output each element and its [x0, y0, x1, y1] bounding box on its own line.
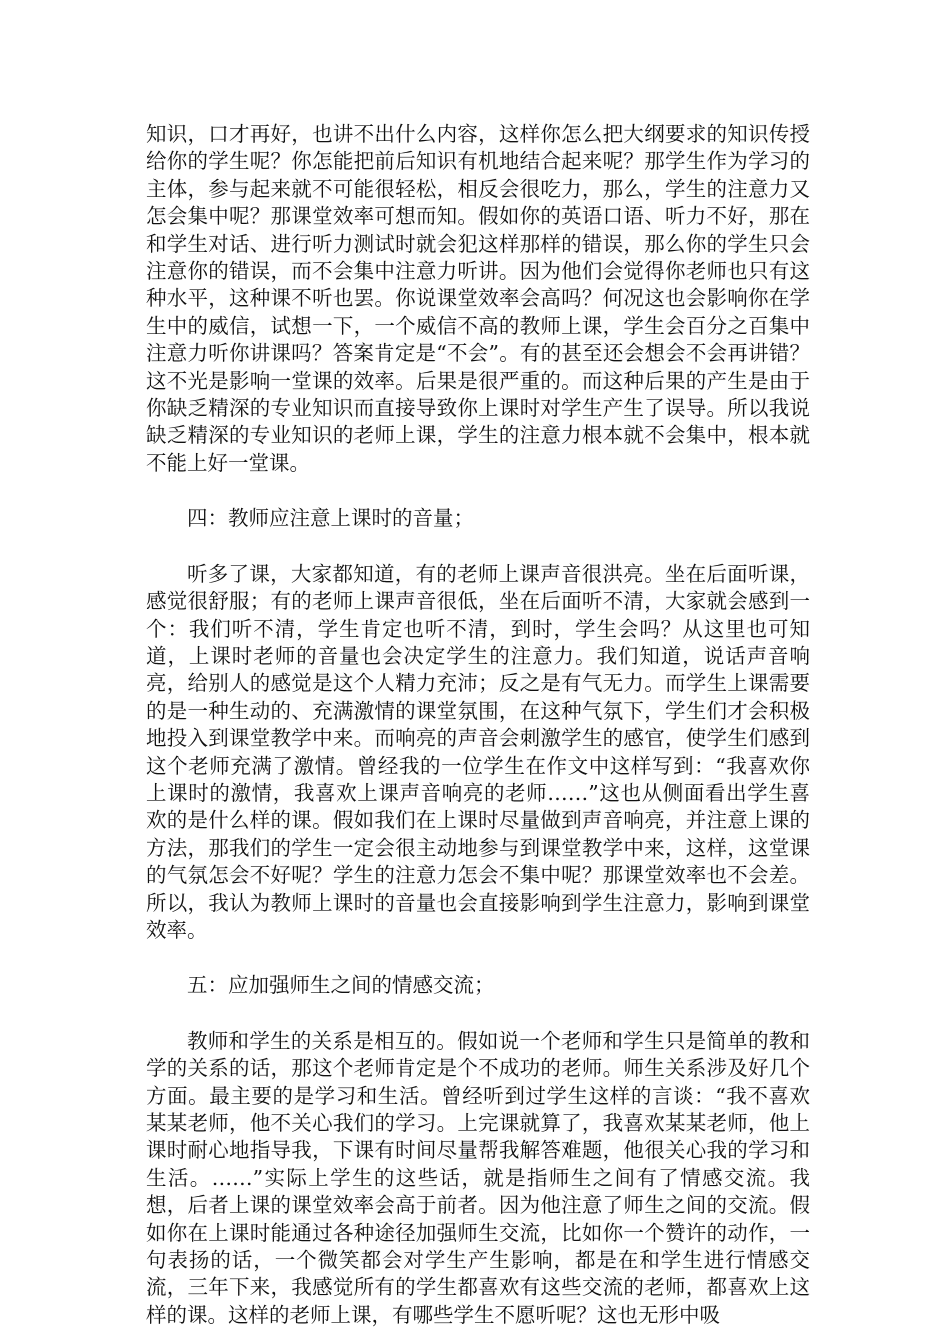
- body-paragraph-1: 知识，口才再好，也讲不出什么内容，这样你怎么把大纲要求的知识传授给你的学生呢？你怎能把前后知识有机地结合起来呢？那学生作为学习的主体，参与起来就不可能很轻松，相反会很吃力，那么，学生的注意力又怎会集中呢？那课堂效率可想而知。假如你的英语口语、听力不好，那在和学生对话、进行听力测试时就会犯这样那样的错误，那么你的学生只会注意你的错误，而不会集中注意力听讲。因为他们会觉得你老师也只有这种水平，这种课不听也罢。你说课堂效率会高吗？何况这也会影响你在学生中的威信，试想一下，一个威信不高的教师上课，学生会百分之百集中注意力听你讲课吗？答案肯定是“不会”。有的甚至还会想会不会再讲错？这不光是影响一堂课的效率。后果是很严重的。而这种后果的产生是由于你缺乏精深的专业知识而直接导致你上课时对学生产生了误导。所以我说缺乏精深的专业知识的老师上课，学生的注意力根本就不会集中，根本就不能上好一堂课。: [146, 122, 810, 475]
- section-heading-4: 四：教师应注意上课时的音量；: [187, 506, 474, 531]
- body-paragraph-3: 教师和学生的关系是相互的。假如说一个老师和学生只是简单的教和学的关系的话，那这个老师肯定是个不成功的老师。师生关系涉及好几个方面。最主要的是学习和生活。曾经听到过学生这样的言谈：“我不喜欢某某老师，他不关心我们的学习。上完课就算了，我喜欢某某老师，他上课时耐心地指导我，下课有时间尽量帮我解答难题，他很关心我的学习和生活。……”实际上学生的这些话，就是指师生之间有了情感交流。我想，后者上课的课堂效率会高于前者。因为他注意了师生之间的交流。假如你在上课时能通过各种途径加强师生交流，比如你一个赞许的动作，一句表扬的话，一个微笑都会对学生产生影响，都是在和学生进行情感交流，三年下来，我感觉所有的学生都喜欢有这些交流的老师，都喜欢上这样的课。这样的老师上课，有哪些学生不愿听呢？这也无形中吸: [146, 1028, 810, 1327]
- document-page: [146, 121, 810, 1329]
- section-heading-5: 五：应加强师生之间的情感交流；: [187, 973, 495, 998]
- body-paragraph-2: 听多了课，大家都知道，有的老师上课声音很洪亮。坐在后面听课，感觉很舒服；有的老师上课声音很低，坐在后面听不清，大家就会感到一个：我们听不清，学生肯定也听不清，到时，学生会吗？从这里也可知道，上课时老师的音量也会决定学生的注意力。我们知道，说话声音响亮，给别人的感觉是这个人精力充沛；反之是有气无力。而学生上课需要的是一种生动的、充满激情的课堂氛围，在这种气氛下，学生们才会积极地投入到课堂教学中来。而响亮的声音会刺激学生的感官，使学生们感到这个老师充满了激情。曾经我的一位学生在作文中这样写到：“我喜欢你上课时的激情，我喜欢上课声音响亮的老师……”这也从侧面看出学生喜欢的是什么样的课。假如我们在上课时尽量做到声音响亮，并注意上课的方法，那我们的学生一定会很主动地参与到课堂教学中来，这样，这堂课的气氛怎会不好呢？学生的注意力怎会不集中呢？那课堂效率也不会差。所以，我认为教师上课时的音量也会直接影响到学生注意力，影响到课堂效率。: [146, 561, 810, 942]
